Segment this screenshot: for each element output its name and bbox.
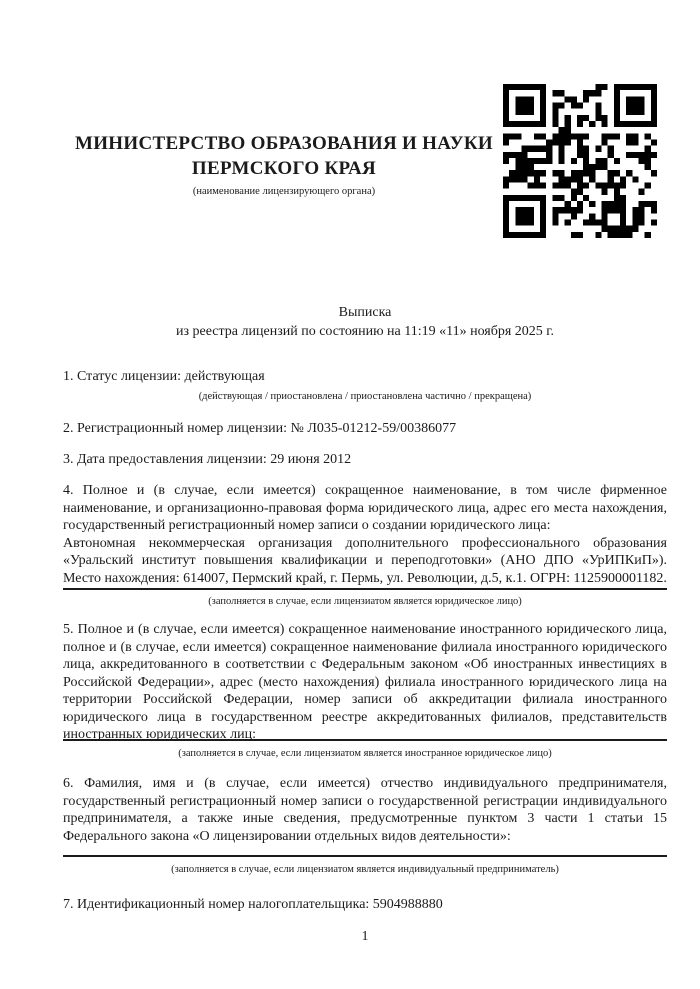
ministry-name-line2: ПЕРМСКОГО КРАЯ bbox=[191, 158, 377, 179]
document-title-line2: из реестра лицензий по состоянию на 11:19 «11» ноября 2025 г. bbox=[176, 324, 554, 339]
item-5-foreign-entity bbox=[63, 621, 667, 744]
item-4-fill-line bbox=[63, 588, 667, 590]
qr-code bbox=[503, 84, 657, 238]
document-title-line1: Выписка bbox=[338, 305, 392, 320]
page-number: 1 bbox=[361, 929, 369, 944]
item-1-license-status bbox=[63, 368, 667, 403]
item-6-question: 6. Фамилия, имя и (в случае, если имеется) отчество индивидуального предпринимателя, государственный регистрационный номер записи о государственной регистрации индивидуального предпринимателя, а также иные сведения, предусмотренные пунктом 3 части 1 статьи 15 Федерального закона «О лицензировании отдельных видов деятельности»: bbox=[63, 776, 667, 844]
item-4-note: (заполняется в случае, если лицензиатом является юридическое лицо) bbox=[208, 596, 522, 607]
licensing-authority-header bbox=[63, 131, 505, 198]
item-5-note: (заполняется в случае, если лицензиатом является иностранное юридическое лицо) bbox=[178, 748, 552, 759]
item-2-text: 2. Регистрационный номер лицензии: № Л035-01212-59/00386077 bbox=[63, 421, 457, 436]
item-3-text: 3. Дата предоставления лицензии: 29 июня 2012 bbox=[63, 452, 352, 467]
item-1-note: (действующая / приостановлена / приостановлена частично / прекращена) bbox=[198, 390, 532, 402]
item-5-question: 5. Полное и (в случае, если имеется) сокращенное наименование иностранного юридического лица, полное и (в случае, если имеется) сокращенное наименование филиала иностранного юридического лица, аккредитованного в соответствии с Федеральным законом «Об иностранных инвестициях в Российской Федерации», адрес (место нахождения) филиала иностранного юридического лица на территории Российской Федерации, номер записи об аккредитации филиала иностранного юридического лица в государственном реестре аккредитованных филиалов, представительств иностранных юридических лиц: bbox=[63, 622, 667, 742]
item-6-note: (заполняется в случае, если лицензиатом является индивидуальный предприниматель) bbox=[171, 864, 559, 875]
ministry-name bbox=[63, 131, 505, 181]
item-1-text: 1. Статус лицензии: действующая bbox=[63, 369, 265, 384]
item-6-fill-line bbox=[63, 855, 667, 857]
item-4-answer: Автономная некоммерческая организация дополнительного профессионального образования «Уральский институт повышения квалификации и переподготовки» (АНО ДПО «УрИПКиП»). Место нахождения: 614007, Пермский край, г. Пермь, ул. Революции, д.5, к.1. ОГРН: 1125900001182. bbox=[63, 535, 667, 586]
item-4-legal-entity bbox=[63, 482, 667, 587]
item-2-registration-number bbox=[63, 420, 667, 438]
item-3-license-date bbox=[63, 451, 667, 469]
item-7-taxpayer-number bbox=[63, 896, 667, 914]
document-title bbox=[63, 303, 667, 341]
item-7-text: 7. Идентификационный номер налогоплательщика: 5904988880 bbox=[63, 897, 443, 912]
ministry-caption: (наименование лицензирующего органа) bbox=[192, 186, 376, 197]
item-5-fill-line bbox=[63, 739, 667, 741]
ministry-name-line1: МИНИСТЕРСТВО ОБРАЗОВАНИЯ И НАУКИ bbox=[74, 133, 494, 154]
item-4-question: 4. Полное и (в случае, если имеется) сокращенное наименование, в том числе фирменное наименование, и организационно-правовая форма юридического лица, адрес его места нахождения, государственный регистрационный номер записи о создании юридического лица: bbox=[63, 483, 667, 533]
item-6-individual-entrepreneur bbox=[63, 775, 667, 845]
